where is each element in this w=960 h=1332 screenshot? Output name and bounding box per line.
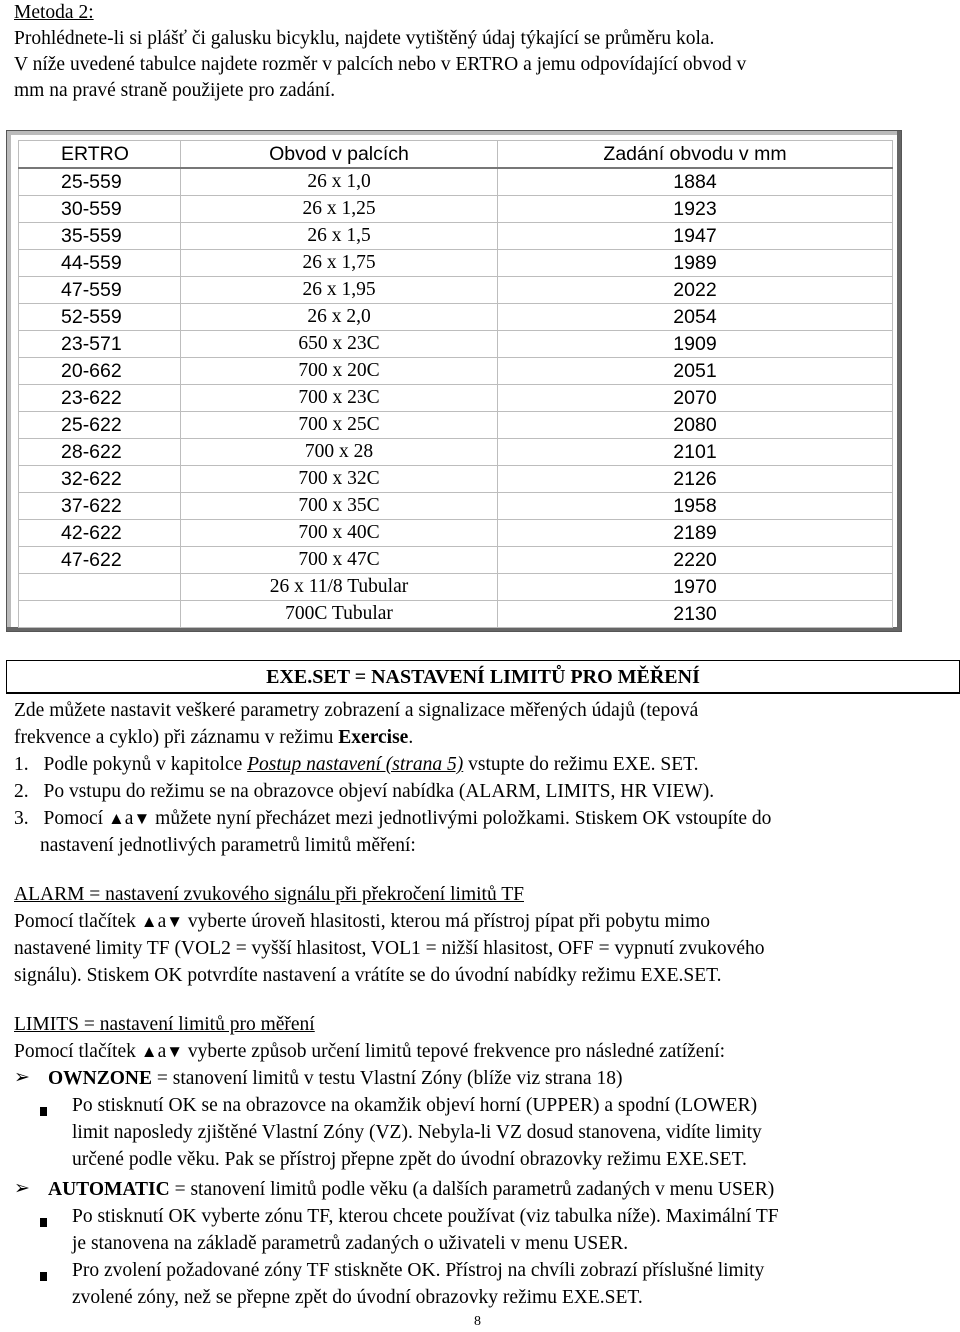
exeset-para-line-1: Zde můžete nastavit veškeré parametry zobrazení a signalizace měřených údajů (tepová [14,700,699,721]
inch-size-cell: 700 x 32C [181,466,498,493]
inch-size-cell: 26 x 1,5 [181,223,498,250]
limits-line-1 [14,1039,725,1065]
inch-size-cell: 26 x 1,75 [181,250,498,277]
circumference-cell: 1923 [498,196,893,223]
circumference-cell: 2051 [498,358,893,385]
page-number: 8 [474,1314,481,1329]
table-row [19,601,893,628]
table-row [19,277,893,304]
inch-size-cell: 26 x 11/8 Tubular [181,574,498,601]
text: Pomocí tlačítek [14,1041,141,1062]
ertro-cell: 47-559 [19,277,181,304]
ownzone-bullet-line-1: Po stisknutí OK se na obrazovce na okamžik objeví horní (UPPER) a spodní (LOWER) [72,1095,758,1116]
table-row [19,385,893,412]
setup-procedure-link[interactable]: Postup nastavení (strana 5) [247,754,464,775]
ertro-cell: 47-622 [19,547,181,574]
automatic-item [48,1177,774,1203]
circumference-cell: 1958 [498,493,893,520]
up-arrow-icon: ▲ [107,809,125,828]
ertro-cell [19,574,181,601]
inch-size-cell: 700 x 35C [181,493,498,520]
ertro-cell: 42-622 [19,520,181,547]
text: Pomocí [43,808,108,829]
ertro-cell: 32-622 [19,466,181,493]
table-row [19,574,893,601]
table-row [19,439,893,466]
automatic-bullet-1-line-1: Po stisknutí OK vyberte zónu TF, kterou chcete používat (viz tabulka níže). Maximální TF [72,1206,779,1227]
arrow-bullet-icon: ➢ [14,1067,30,1088]
square-bullet-icon [40,1211,48,1219]
table-row [19,168,893,196]
exeset-title: EXE.SET = NASTAVENÍ LIMITŮ PRO MĚŘENÍ [6,660,960,694]
step-3 [14,806,771,832]
up-arrow-icon: ▲ [140,1042,158,1061]
table-row [19,304,893,331]
ertro-cell: 37-622 [19,493,181,520]
automatic-label: AUTOMATIC [48,1179,170,1200]
text: vstupte do režimu EXE. SET. [463,754,699,775]
text: vyberte úroveň hlasitosti, kterou má přístroj pípat při pobytu mimo [183,911,711,932]
circumference-cell: 2220 [498,547,893,574]
table-row [19,196,893,223]
alarm-title: ALARM = nastavení zvukového signálu při překročení limitů TF [14,884,524,905]
table-row [19,412,893,439]
intro-line-2: V níže uvedené tabulce najdete rozměr v palcích nebo v ERTRO a jemu odpovídající obvod v [14,54,747,75]
ertro-cell: 25-559 [19,168,181,196]
ertro-cell: 25-622 [19,412,181,439]
ertro-cell [19,601,181,628]
inch-size-cell: 650 x 23C [181,331,498,358]
step-3-continuation: nastavení jednotlivých parametrů limitů měření: [40,835,416,856]
square-bullet-icon [40,1100,48,1108]
table-header-row [19,141,893,169]
column-header: Obvod v palcích [181,141,498,169]
text: a [157,911,167,932]
inch-size-cell: 700 x 40C [181,520,498,547]
table-row [19,466,893,493]
table-row [19,520,893,547]
ownzone-item [48,1066,622,1092]
automatic-bullet-2-line-2: zvolené zóny, než se přepne zpět do úvodní obrazovky režimu EXE.SET. [72,1287,643,1308]
step-number: 3. [14,808,29,829]
table-row [19,358,893,385]
intro-line-1: Prohlédnete-li si plášť či galusku bicyklu, najdete vytištěný údaj týkající se průměru kola. [14,28,715,49]
down-arrow-icon: ▼ [166,912,184,931]
up-arrow-icon: ▲ [140,912,158,931]
inch-size-cell: 700 x 23C [181,385,498,412]
table-row [19,493,893,520]
ertro-cell: 52-559 [19,304,181,331]
exeset-para-line-2 [14,725,413,751]
ownzone-bullet-line-2: limit naposledy zjištěné Vlastní Zóny (VZ). Nebyla-li VZ dosud stanovena, vidíte limity [72,1122,762,1143]
text: vyberte způsob určení limitů tepové frekvence pro následné zatížení: [183,1041,726,1062]
text: Podle pokynů v kapitolce [43,754,248,775]
alarm-line-3: signálu). Stiskem OK potvrdíte nastavení a vrátíte se do úvodní nabídky režimu EXE.SET. [14,965,722,986]
circumference-cell: 1884 [498,168,893,196]
text: frekvence a cyklo) při záznamu v režimu [14,727,339,748]
automatic-bullet-2-line-1: Pro zvolení požadované zóny TF stiskněte OK. Přístroj na chvíli zobrazí příslušné limity [72,1260,765,1281]
text: můžete nyní přecházet mezi jednotlivými položkami. Stiskem OK vstoupíte do [150,808,772,829]
text: Pomocí tlačítek [14,911,141,932]
column-header: Zadání obvodu v mm [498,141,893,169]
circumference-cell: 2070 [498,385,893,412]
circumference-cell: 1947 [498,223,893,250]
down-arrow-icon: ▼ [166,1042,184,1061]
text: . [408,727,414,748]
inch-size-cell: 700 x 25C [181,412,498,439]
text: a [157,1041,167,1062]
text: = stanovení limitů podle věku (a dalších parametrů zadaných v menu USER) [169,1179,775,1200]
circumference-cell: 2189 [498,520,893,547]
ertro-cell: 20-662 [19,358,181,385]
ertro-cell: 23-622 [19,385,181,412]
alarm-line-2: nastavené limity TF (VOL2 = vyšší hlasitost, VOL1 = nižší hlasitost, OFF = vypnutí zvukového [14,938,765,959]
inch-size-cell: 26 x 1,95 [181,277,498,304]
inch-size-cell: 700 x 20C [181,358,498,385]
ertro-cell: 28-622 [19,439,181,466]
ownzone-bullet-line-3: určené podle věku. Pak se přístroj přepne zpět do úvodní obrazovky režimu EXE.SET. [72,1149,747,1170]
intro-line-3: mm na pravé straně použijete pro zadání. [14,80,336,101]
column-header: ERTRO [19,141,181,169]
automatic-bullet-1-line-2: je stanovena na základě parametrů zadaných o uživateli v menu USER. [72,1233,629,1254]
ertro-cell: 44-559 [19,250,181,277]
step-number: 2. [14,781,29,802]
inch-size-cell: 700 x 47C [181,547,498,574]
method-heading: Metoda 2: [14,2,94,23]
ertro-cell: 35-559 [19,223,181,250]
inch-size-cell: 26 x 2,0 [181,304,498,331]
ertro-cell: 23-571 [19,331,181,358]
exercise-mode: Exercise [338,727,409,748]
table-row [19,331,893,358]
table-row [19,223,893,250]
arrow-bullet-icon: ➢ [14,1178,30,1199]
inch-size-cell: 26 x 1,25 [181,196,498,223]
limits-title: LIMITS = nastavení limitů pro měření [14,1014,315,1035]
ertro-cell: 30-559 [19,196,181,223]
wheel-size-table [18,140,893,628]
text: a [124,808,134,829]
inch-size-cell: 700C Tubular [181,601,498,628]
step-2 [14,779,714,805]
circumference-cell: 2022 [498,277,893,304]
text: Po vstupu do režimu se na obrazovce objeví nabídka (ALARM, LIMITS, HR VIEW). [43,781,715,802]
alarm-line-1 [14,909,710,935]
square-bullet-icon [40,1265,48,1273]
circumference-cell: 1909 [498,331,893,358]
down-arrow-icon: ▼ [133,809,151,828]
inch-size-cell: 26 x 1,0 [181,168,498,196]
circumference-cell: 2101 [498,439,893,466]
circumference-cell: 1989 [498,250,893,277]
circumference-cell: 2126 [498,466,893,493]
step-1 [14,752,698,778]
table-row [19,250,893,277]
circumference-cell: 2054 [498,304,893,331]
step-number: 1. [14,754,29,775]
text: = stanovení limitů v testu Vlastní Zóny (blíže viz strana 18) [152,1068,623,1089]
circumference-cell: 2130 [498,601,893,628]
inch-size-cell: 700 x 28 [181,439,498,466]
ownzone-label: OWNZONE [48,1068,153,1089]
table-row [19,547,893,574]
circumference-cell: 1970 [498,574,893,601]
circumference-cell: 2080 [498,412,893,439]
